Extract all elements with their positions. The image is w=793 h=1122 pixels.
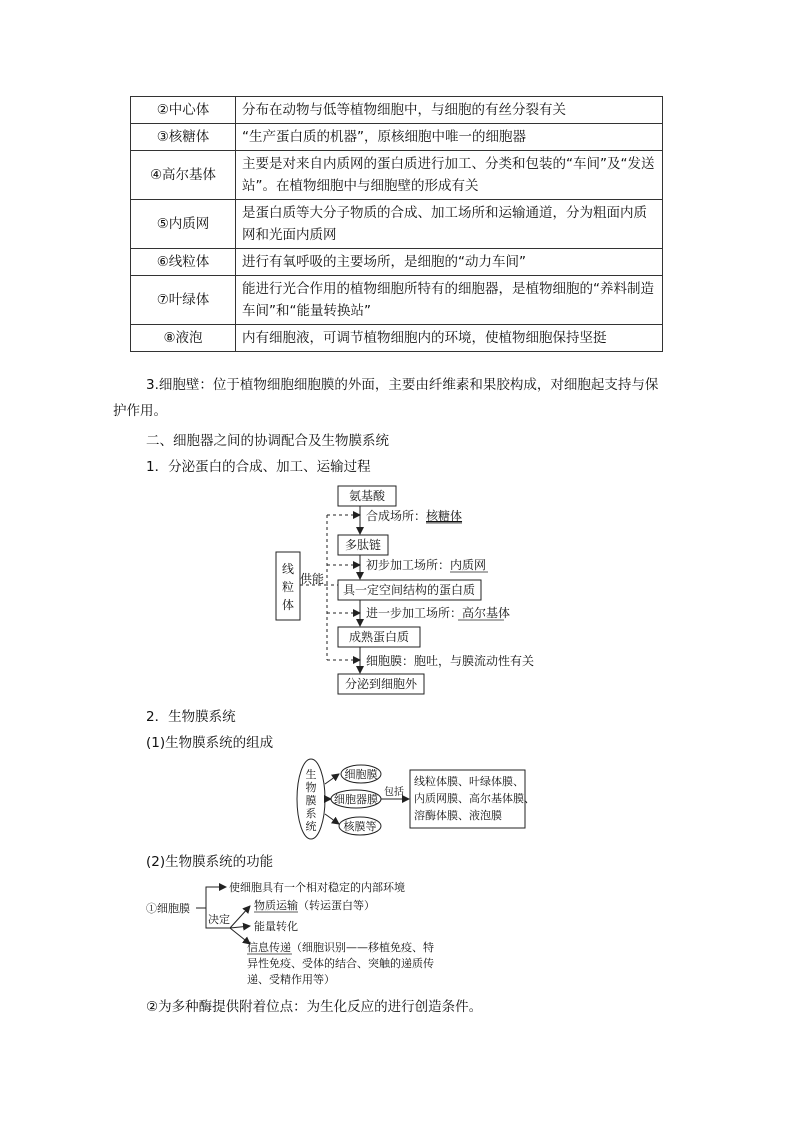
organelle-name: ⑧液泡 xyxy=(131,325,236,352)
organelle-name: ⑥线粒体 xyxy=(131,249,236,276)
organelle-description: 进行有氧呼吸的主要场所，是细胞的“动力车间” xyxy=(236,249,663,276)
box-polypeptide: 多肽链 xyxy=(344,538,382,552)
func-root: ①细胞膜 xyxy=(146,902,190,915)
func-b3-line2: 异性免疫、受体的结合、突触的递质传 xyxy=(247,957,434,970)
system-char-3: 膜 xyxy=(305,794,317,807)
organelle-name: ③核糖体 xyxy=(131,124,236,151)
organelle-membranes-line1: 线粒体膜、叶绿体膜、 xyxy=(414,775,524,788)
func-b2: 能量转化 xyxy=(254,920,298,933)
sub1-title: 1．分泌蛋白的合成、加工、运输过程 xyxy=(146,459,371,475)
func-b1-note: （转运蛋白等） xyxy=(298,899,375,912)
cell-wall-line2: 护作用。 xyxy=(113,403,167,419)
enzyme-line: ②为多种酶提供附着位点：为生化反应的进行创造条件。 xyxy=(146,999,483,1015)
organelle-membranes-line3: 溶酶体膜、液泡膜 xyxy=(414,809,502,822)
func-decide: 决定 xyxy=(208,913,230,926)
box-folded-protein: 具一定空间结构的蛋白质 xyxy=(342,583,476,597)
func-top: 使细胞具有一个相对稳定的内部环境 xyxy=(229,881,405,894)
step4-label: 细胞膜：胞吐，与膜流动性有关 xyxy=(366,654,535,668)
sub2-title: 2．生物膜系统 xyxy=(146,709,236,725)
system-char-1: 生 xyxy=(305,768,317,781)
func-b1: 物质运输 xyxy=(254,899,298,912)
organelle-name: ⑤内质网 xyxy=(131,200,236,249)
func-b3-line1: （细胞识别——移植免疫、特 xyxy=(291,941,434,954)
box-mature-protein: 成熟蛋白质 xyxy=(348,630,410,644)
mito-char-3: 体 xyxy=(281,598,295,612)
svg-text:物质运输（转运蛋白等） xyxy=(254,898,375,912)
func-b3: 信息传递 xyxy=(247,941,291,954)
part-cell-membrane: 细胞膜 xyxy=(344,768,378,781)
box-amino-acid: 氨基酸 xyxy=(348,489,386,503)
step2-label: 初步加工场所：内质网 xyxy=(366,558,487,572)
mito-char-2: 粒 xyxy=(281,580,295,594)
system-char-4: 系 xyxy=(305,807,317,820)
box-secreted: 分泌到细胞外 xyxy=(344,677,418,691)
organelle-description: 主要是对来自内质网的蛋白质进行加工、分类和包装的“车间”及“发送站”。在植物细胞中与细胞壁的形成有关 xyxy=(236,151,663,200)
organelle-description: 能进行光合作用的植物细胞所特有的细胞器，是植物细胞的“养料制造车间”和“能量转换站” xyxy=(236,276,663,325)
step3-label: 进一步加工场所：高尔基体 xyxy=(366,606,511,620)
organelle-description: 分布在动物与低等植物细胞中，与细胞的有丝分裂有关 xyxy=(236,97,663,124)
organelle-description: “生产蛋白质的机器”，原核细胞中唯一的细胞器 xyxy=(236,124,663,151)
supply-energy-label: 供能 xyxy=(300,572,325,586)
part-nuclear-membrane: 核膜等 xyxy=(343,820,377,833)
system-char-2: 物 xyxy=(305,781,317,794)
organelle-name: ②中心体 xyxy=(131,97,236,124)
organelle-description: 是蛋白质等大分子物质的合成、加工场所和运输通道，分为粗面内质网和光面内质网 xyxy=(236,200,663,249)
mito-char-1: 线 xyxy=(281,562,295,576)
func-b3-line3: 递、受精作用等） xyxy=(247,973,335,986)
organelle-membranes-line2: 内质网膜、高尔基体膜、 xyxy=(414,792,535,805)
step1-label: 合成场所：核糖体 xyxy=(366,509,463,523)
organelle-name: ④高尔基体 xyxy=(131,151,236,200)
organelle-description: 内有细胞液，可调节植物细胞内的环境，使植物细胞保持坚挺 xyxy=(236,325,663,352)
organelle-name: ⑦叶绿体 xyxy=(131,276,236,325)
cell-wall-line1: 3.细胞壁：位于植物细胞细胞膜的外面，主要由纤维素和果胶构成，对细胞起支持与保 xyxy=(146,377,659,393)
section2-title: 二、细胞器之间的协调配合及生物膜系统 xyxy=(146,433,389,449)
include-label: 包括 xyxy=(384,787,404,798)
system-char-5: 统 xyxy=(305,820,317,833)
part-organelle-membrane: 细胞器膜 xyxy=(334,793,378,806)
function-title: (2)生物膜系统的功能 xyxy=(146,854,274,870)
svg-text:信息传递（细胞识别——移植免疫、特 xyxy=(247,940,434,954)
composition-title: (1)生物膜系统的组成 xyxy=(146,735,274,751)
